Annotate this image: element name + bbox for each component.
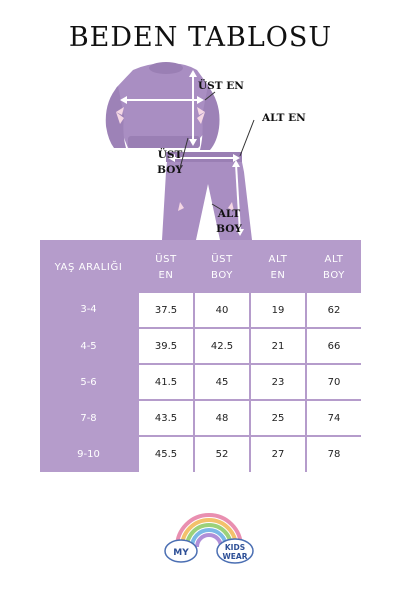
table-cell: 48 [195,401,249,435]
logo-my-text: MY [173,548,189,558]
table-cell: 39.5 [139,329,193,363]
table-cell: 23 [251,365,305,399]
table-cell: 21 [251,329,305,363]
age-cell: 9-10 [77,449,100,460]
age-cell: 5-6 [80,377,97,388]
header-ust-boy-line1: ÜST [211,254,233,265]
age-cell: 7-8 [80,413,97,424]
table-cell: 41.5 [139,365,193,399]
header-ust-boy-line2: BOY [211,270,233,281]
size-table [40,240,361,472]
table-cell: 40 [195,293,249,327]
age-cell: 4-5 [80,341,97,352]
table-cell: 74 [307,401,361,435]
table-cell: 19 [251,293,305,327]
table-cell: 70 [307,365,361,399]
header-alt-boy-line2: BOY [323,270,345,281]
header-ust-en-line2: EN [158,270,174,281]
header-ust-boy [195,252,249,284]
header-alt-boy [307,252,361,284]
age-cell: 3-4 [80,304,97,315]
table-cell: 62 [307,293,361,327]
header-ust-en-line1: ÜST [155,254,177,265]
table-cell: 45 [195,365,249,399]
alt-boy-label-line2: BOY [216,223,242,235]
table-cell: 25 [251,401,305,435]
header-alt-en-line2: EN [270,270,286,281]
ust-en-label: ÜST EN [198,80,244,92]
ust-boy-label-line1: ÜST [157,149,183,161]
age-range-header: YAŞ ARALIĞI [54,262,123,273]
table-cell: 45.5 [139,437,193,472]
table-cell: 43.5 [139,401,193,435]
alt-boy-label [214,207,244,237]
my-kids-wear-logo [163,505,255,567]
table-cell: 27 [251,437,305,472]
ust-boy-label-line2: BOY [157,164,183,176]
alt-boy-label-line1: ALT [217,208,241,220]
table-cell: 52 [195,437,249,472]
table-cell: 42.5 [195,329,249,363]
page-title: BEDEN TABLOSU [68,22,333,53]
table-cell: 37.5 [139,293,193,327]
header-alt-en [251,252,305,284]
logo-kids-text: KIDS [224,543,246,552]
sweatshirt-illustration [106,62,220,150]
logo-wear-text: WEAR [222,552,248,561]
ust-boy-label [155,148,185,178]
header-alt-boy-line1: ALT [324,254,344,265]
table-cell: 66 [307,329,361,363]
alt-en-label: ALT EN [262,112,306,124]
header-alt-en-line1: ALT [268,254,288,265]
header-ust-en [139,252,193,284]
table-cell: 78 [307,437,361,472]
